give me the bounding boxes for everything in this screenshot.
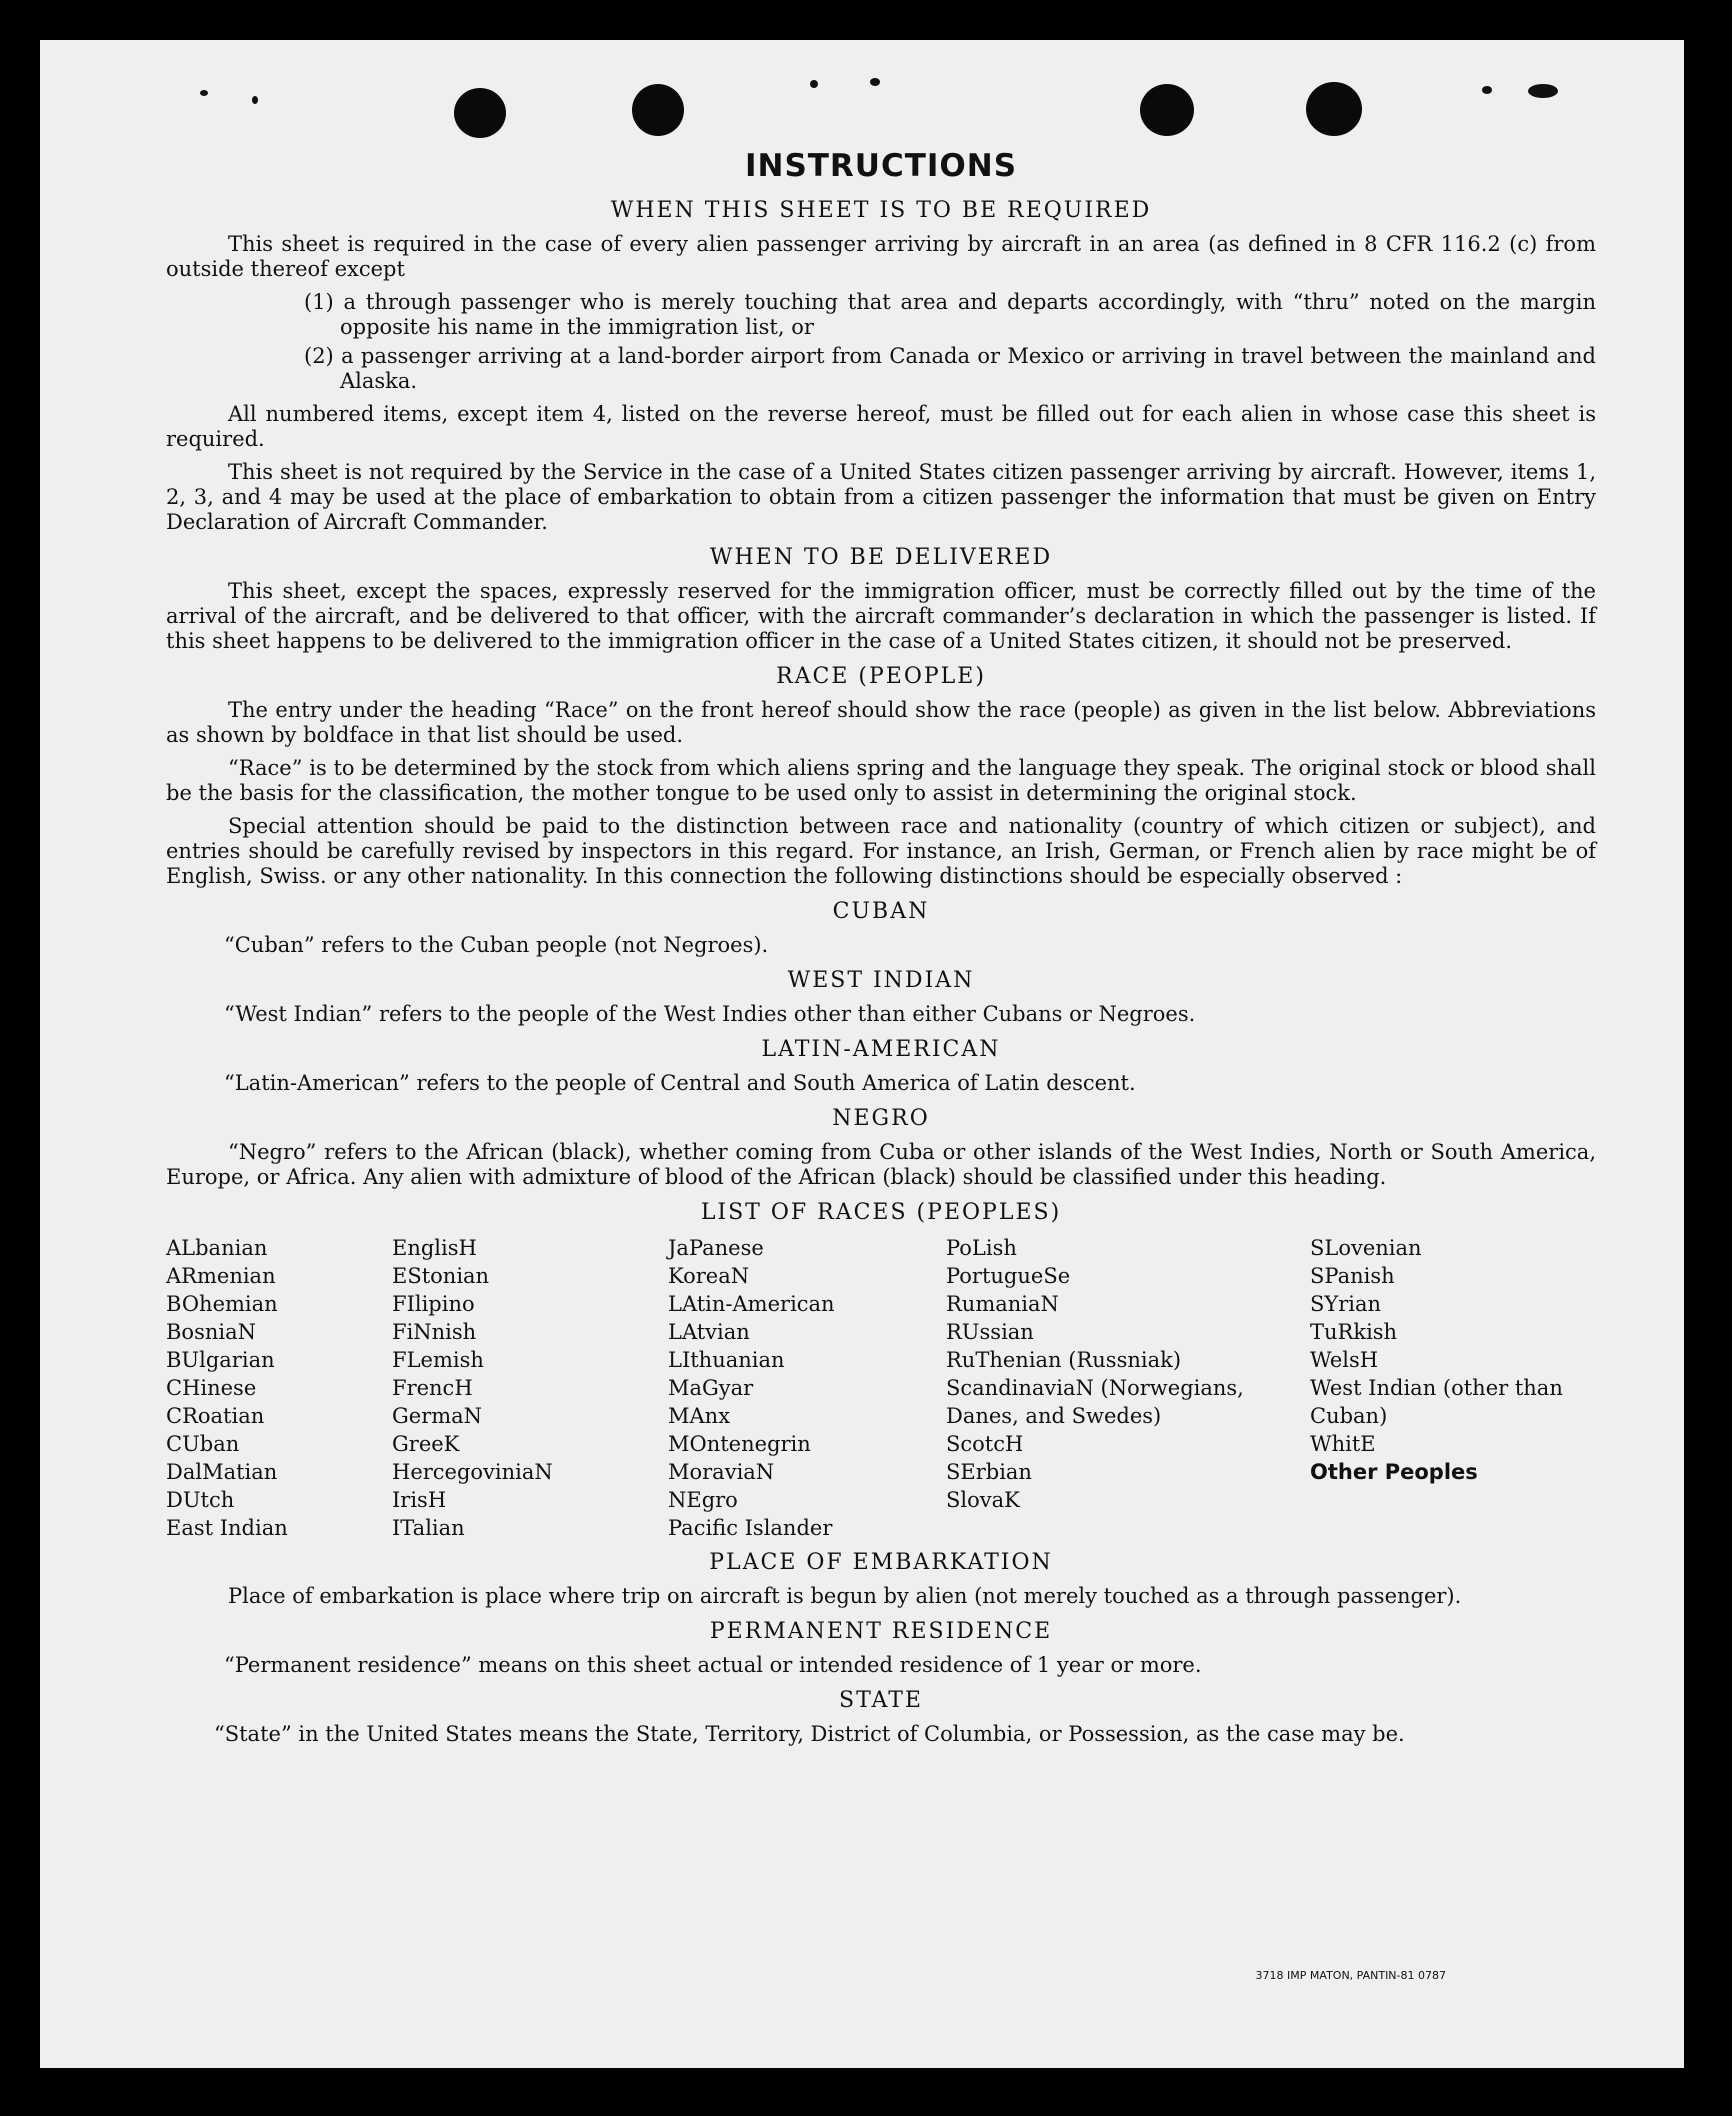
race-entry: IrisH	[392, 1488, 447, 1512]
section-heading: WEST INDIAN	[787, 968, 975, 993]
race-entry: CHinese	[166, 1376, 257, 1400]
paragraph: Special attention should be paid to the distinction between race and nationality (country of which citizen or subject), and entries should be carefully revised by inspectors in this regard. For instance, an Irish, German, or French alien by race might be of English, Swiss. or any other nationality. In this connection the following distinctions should be especially observed :	[166, 814, 1596, 888]
section-heading: STATE	[839, 1688, 923, 1713]
race-entry: GreeK	[392, 1432, 460, 1456]
race-entry: Other Peoples	[1310, 1460, 1478, 1484]
exception-item: (1) a through passenger who is merely touching that area and departs accordingly, with “thru” noted on the margin opposite his name in the immigration list, or	[304, 290, 1596, 339]
race-entry: MOntenegrin	[668, 1432, 811, 1456]
race-entry: ALbanian	[166, 1236, 268, 1260]
paragraph: “Negro” refers to the African (black), whether coming from Cuba or other islands of the West Indies, North or South America, Europe, or Africa. Any alien with admixture of blood of the African (black) should be classified under this heading.	[166, 1140, 1596, 1189]
race-entry: SlovaK	[946, 1488, 1020, 1512]
paragraph: “Race” is to be determined by the stock from which aliens spring and the language they speak. The original stock or blood shall be the basis for the classification, the mother tongue to be used only to assist in determining the original stock.	[166, 756, 1596, 805]
ink-speck	[870, 78, 880, 86]
print-code: 3718 IMP MATON, PANTIN-81 0787	[1255, 1969, 1446, 1982]
race-entry: West Indian (other than Cuban)	[1310, 1376, 1563, 1428]
race-entry: JaPanese	[668, 1236, 764, 1260]
race-entry: RUssian	[946, 1320, 1034, 1344]
race-entry: SLovenian	[1310, 1236, 1422, 1260]
definition: “State” in the United States means the State, Territory, District of Columbia, or Possession, as the case may be.	[214, 1722, 1405, 1746]
race-entry: DUtch	[166, 1488, 235, 1512]
paragraph: Place of embarkation is place where trip on aircraft is begun by alien (not merely touched as a through passenger).	[228, 1584, 1462, 1608]
race-entry: ITalian	[392, 1516, 465, 1540]
definition: “Permanent residence” means on this sheet actual or intended residence of 1 year or more.	[224, 1653, 1202, 1677]
section-heading: LATIN-AMERICAN	[761, 1037, 1001, 1062]
race-entry: FLemish	[392, 1348, 484, 1372]
paragraph: This sheet is not required by the Service in the case of a United States citizen passenger arriving by aircraft. However, items 1, 2, 3, and 4 may be used at the place of embarkation to obtain from a citizen passenger the information that must be given on Entry Declaration of Aircraft Commander.	[166, 460, 1596, 534]
race-entry: LIthuanian	[668, 1348, 785, 1372]
paragraph: The entry under the heading “Race” on the front hereof should show the race (people) as given in the list below. Abbreviations as shown by boldface in that list should be used.	[166, 698, 1596, 747]
race-entry: EnglisH	[392, 1236, 477, 1260]
race-entry: EStonian	[392, 1264, 490, 1288]
race-entry: BosniaN	[166, 1320, 256, 1344]
ink-speck	[200, 90, 208, 96]
race-entry: LAtin-American	[668, 1292, 835, 1316]
race-entry: HercegoviniaN	[392, 1460, 553, 1484]
race-entry: MAnx	[668, 1404, 731, 1428]
race-entry: Pacific Islander	[668, 1516, 833, 1540]
instructions-body	[166, 110, 1596, 1755]
race-entry: MoraviaN	[668, 1460, 775, 1484]
paragraph: This sheet, except the spaces, expressly reserved for the immigration officer, must be correctly filled out by the time of the arrival of the aircraft, and be delivered to that officer, with the aircraft commander’s declaration in which the passenger is listed. If this sheet happens to be delivered to the immigration officer in the case of a United States citizen, it should not be preserved.	[166, 579, 1596, 653]
document-sheet	[40, 40, 1684, 2068]
page-title: INSTRUCTIONS	[744, 148, 1018, 184]
race-entry: RumaniaN	[946, 1292, 1059, 1316]
section-heading: PERMANENT RESIDENCE	[709, 1619, 1053, 1644]
ink-speck	[1528, 84, 1558, 98]
race-entry: PoLish	[946, 1236, 1017, 1260]
race-entry: ScandinaviaN (Norwegians, Danes, and Swedes)	[946, 1376, 1244, 1428]
ink-speck	[252, 96, 258, 104]
race-entry: BOhemian	[166, 1292, 278, 1316]
race-entry: SErbian	[946, 1460, 1032, 1484]
section-heading: NEGRO	[832, 1106, 930, 1131]
race-entry: LAtvian	[668, 1320, 750, 1344]
race-entry: TuRkish	[1310, 1320, 1398, 1344]
race-entry: SPanish	[1310, 1264, 1395, 1288]
exception-item: (2) a passenger arriving at a land-border airport from Canada or Mexico or arriving in travel between the mainland and Alaska.	[304, 344, 1596, 393]
race-entry: MaGyar	[668, 1376, 754, 1400]
definition: “West Indian” refers to the people of the West Indies other than either Cubans or Negroes.	[224, 1002, 1196, 1026]
race-list	[166, 1234, 1596, 1542]
paragraph: This sheet is required in the case of every alien passenger arriving by aircraft in an area (as defined in 8 CFR 116.2 (c) from outside thereof except	[166, 232, 1596, 281]
paragraph: All numbered items, except item 4, listed on the reverse hereof, must be filled out for each alien in whose case this sheet is required.	[166, 402, 1596, 451]
section-heading: WHEN TO BE DELIVERED	[709, 545, 1053, 570]
race-entry: DalMatian	[166, 1460, 278, 1484]
ink-speck	[810, 80, 818, 88]
race-entry: GermaN	[392, 1404, 483, 1428]
section-heading: LIST OF RACES (PEOPLES)	[700, 1200, 1062, 1225]
race-entry: WhitE	[1310, 1432, 1376, 1456]
race-entry: East Indian	[166, 1516, 288, 1540]
race-entry: FrencH	[392, 1376, 473, 1400]
race-column	[668, 1234, 946, 1542]
definition: “Latin-American” refers to the people of Central and South America of Latin descent.	[224, 1071, 1136, 1095]
race-entry: FiNnish	[392, 1320, 477, 1344]
race-column	[166, 1234, 392, 1542]
section-heading: PLACE OF EMBARKATION	[709, 1550, 1053, 1575]
section-heading: RACE (PEOPLE)	[776, 664, 986, 689]
race-entry: PortugueSe	[946, 1264, 1071, 1288]
race-entry: ARmenian	[166, 1264, 276, 1288]
race-entry: SYrian	[1310, 1292, 1382, 1316]
race-entry: RuThenian (Russniak)	[946, 1348, 1182, 1372]
race-entry: FIlipino	[392, 1292, 475, 1316]
race-entry: CRoatian	[166, 1404, 265, 1428]
race-entry: NEgro	[668, 1488, 738, 1512]
section-heading: WHEN THIS SHEET IS TO BE REQUIRED	[610, 198, 1152, 223]
race-entry: BUlgarian	[166, 1348, 275, 1372]
definition: “Cuban” refers to the Cuban people (not Negroes).	[224, 933, 769, 957]
section-heading: CUBAN	[832, 899, 930, 924]
race-column	[392, 1234, 668, 1542]
race-entry: KoreaN	[668, 1264, 750, 1288]
race-entry: ScotcH	[946, 1432, 1024, 1456]
race-column	[946, 1234, 1310, 1542]
ink-speck	[1482, 86, 1492, 94]
race-column	[1310, 1234, 1596, 1542]
race-entry: WelsH	[1310, 1348, 1379, 1372]
race-entry: CUban	[166, 1432, 240, 1456]
